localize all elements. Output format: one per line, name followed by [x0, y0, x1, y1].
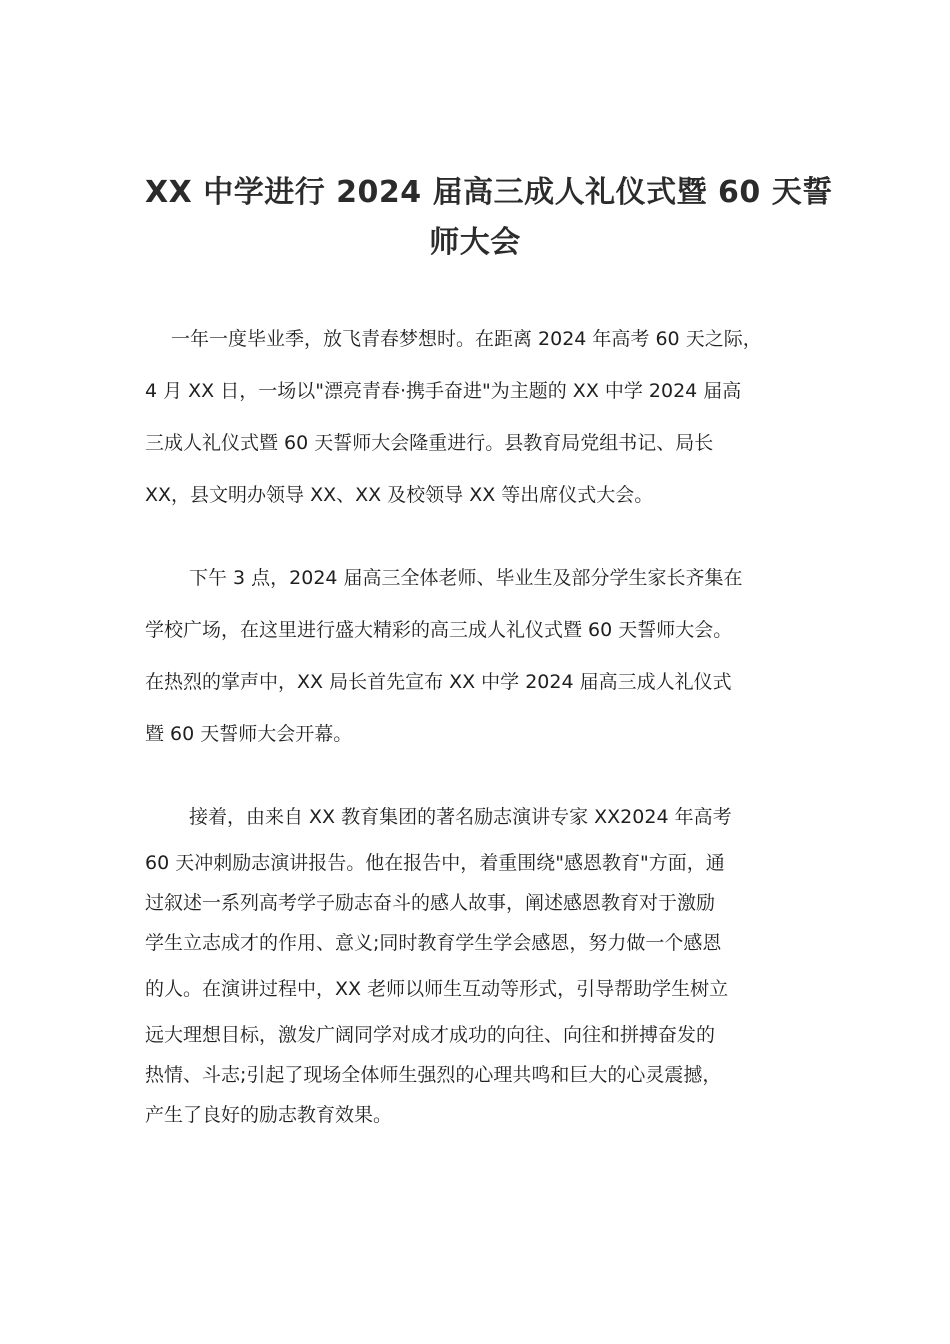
- paragraph-1-line-4: XX，县文明办领导 XX、XX 及校领导 XX 等出席仪式大会。: [145, 484, 654, 506]
- paragraph-3-line-1: 接着，由来自 XX 教育集团的著名励志演讲专家 XX2024 年高考: [189, 806, 732, 828]
- paragraph-3-line-6: 远大理想目标，激发广阔同学对成才成功的向往、向往和拼搏奋发的: [145, 1024, 716, 1046]
- paragraph-1-line-1: 一年一度毕业季，放飞青春梦想时。在距离 2024 年高考 60 天之际，: [171, 328, 762, 350]
- paragraph-3-line-5: 的人。在演讲过程中，XX 老师以师生互动等形式，引导帮助学生树立: [145, 978, 729, 1000]
- paragraph-2-line-4: 暨 60 天誓师大会开幕。: [145, 723, 353, 745]
- paragraph-1-line-2: 4 月 XX 日，一场以"漂亮青春·携手奋进"为主题的 XX 中学 2024 届高: [145, 380, 742, 402]
- paragraph-3-line-4: 学生立志成才的作用、意义;同时教育学生学会感恩，努力做一个感恩: [145, 932, 722, 954]
- title-line-2: 师大会: [429, 225, 521, 260]
- paragraph-1-line-3: 三成人礼仪式暨 60 天誓师大会隆重进行。县教育局党组书记、局长: [145, 432, 714, 454]
- paragraph-1: [145, 313, 810, 521]
- paragraph-3-line-3: 过叙述一系列高考学子励志奋斗的感人故事，阐述感恩教育对于激励: [145, 892, 716, 914]
- title-line-1: XX 中学进行 2024 届高三成人礼仪式暨 60 天誓: [145, 175, 833, 210]
- paragraph-2-line-2: 学校广场，在这里进行盛大精彩的高三成人礼仪式暨 60 天誓师大会。: [145, 619, 733, 641]
- paragraph-3-line-7: 热情、斗志;引起了现场全体师生强烈的心理共鸣和巨大的心灵震撼，: [145, 1064, 722, 1086]
- paragraph-3-line-8: 产生了良好的励志教育效果。: [145, 1104, 393, 1126]
- paragraph-3: [145, 791, 810, 1135]
- paragraph-3-line-2: 60 天冲刺励志演讲报告。他在报告中，着重围绕"感恩教育"方面，通: [145, 852, 725, 874]
- paragraph-2: [145, 552, 810, 760]
- document-title: [145, 168, 833, 268]
- paragraph-2-line-1: 下午 3 点，2024 届高三全体老师、毕业生及部分学生家长齐集在: [189, 567, 743, 589]
- paragraph-2-line-3: 在热烈的掌声中，XX 局长首先宣布 XX 中学 2024 届高三成人礼仪式: [145, 671, 732, 693]
